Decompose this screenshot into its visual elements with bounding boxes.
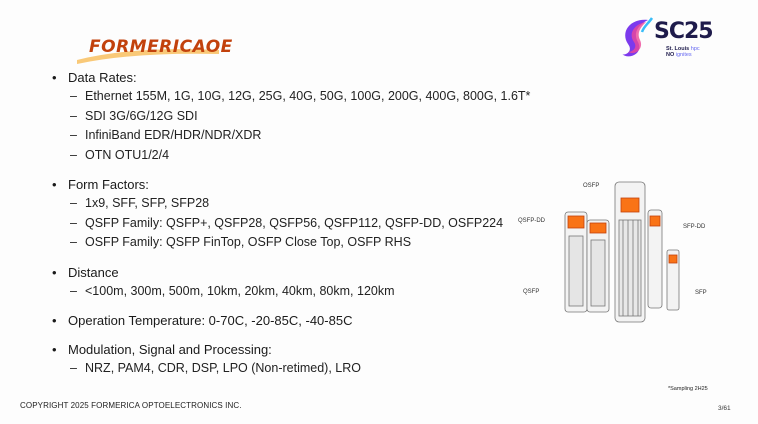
section-title: Data Rates xyxy=(68,70,134,85)
sc25-tag-no: NO xyxy=(666,52,675,58)
list-item: – InfiniBand EDR/HDR/NDR/XDR xyxy=(68,126,552,146)
logo-text: FORMERICAOE xyxy=(89,37,233,57)
label-sfp: SFP xyxy=(695,290,707,296)
list-item: – 1x9, SFF, SFP, SFP28 xyxy=(68,194,552,214)
sc25-swirl-icon xyxy=(618,14,658,60)
label-sfp-dd: SFP-DD xyxy=(683,224,706,230)
list-item: – OTN OTU1/2/4 xyxy=(68,146,552,166)
formerica-logo xyxy=(73,36,233,62)
list-item: – NRZ, PAM4, CDR, DSP, LPO (Non-retimed), LRO xyxy=(68,359,552,379)
list-item: – OSFP Family: QSFP FinTop, OSFP Close Top, OSFP RHS xyxy=(68,233,552,253)
section-title: Operation Temperature: 0-70C, -20-85C, -40-85C xyxy=(68,313,353,328)
list-item: – <100m, 300m, 500m, 10km, 20km, 40km, 80km, 120km xyxy=(68,282,552,302)
transceiver-modules-icon xyxy=(515,176,730,326)
label-osfp: OSFP xyxy=(583,183,600,189)
label-qsfp: QSFP xyxy=(523,289,540,295)
footnote: *Sampling 2H25 xyxy=(668,386,708,392)
section-distance xyxy=(52,263,552,302)
section-data-rates: • Data Rates: – Ethernet 155M, 1G, 10G, 12G, 25G, 40G, 50G, 100G, 200G, 400G, 800G, 1.6T* – SDI 3G/6G/12G SDI – InfiniBand EDR/HDR/NDR/XDR – OTN OTU1/2/4 xyxy=(52,68,552,165)
section-temperature xyxy=(52,311,552,330)
section-title: Distance xyxy=(68,264,119,280)
section-title: Form Factors: xyxy=(68,177,149,192)
page-number: 3/61 xyxy=(718,405,731,412)
transceiver-illustration xyxy=(515,176,730,326)
list-item: – QSFP Family: QSFP+, QSFP28, QSFP56, QSFP112, QSFP-DD, OSFP224 xyxy=(68,214,552,234)
section-form-factors xyxy=(52,175,552,253)
spec-list xyxy=(52,68,552,379)
sc25-tag-ignites: ignites xyxy=(675,52,692,58)
sc25-city: St. Louis xyxy=(666,46,690,52)
sc25-logo xyxy=(618,14,728,64)
sc25-tag-hpc: hpc xyxy=(690,46,700,52)
copyright: COPYRIGHT 2025 FORMERICA OPTOELECTRONICS INC. xyxy=(20,401,242,410)
list-item: – SDI 3G/6G/12G SDI xyxy=(68,107,552,127)
sc25-wordmark: SC25 xyxy=(654,19,713,44)
section-modulation xyxy=(52,340,552,379)
list-item: – Ethernet 155M, 1G, 10G, 12G, 25G, 40G, 50G, 100G, 200G, 400G, 800G, 1.6T* xyxy=(68,87,552,107)
sc25-tagline xyxy=(666,46,722,58)
label-qsfp-dd: QSFP-DD xyxy=(518,218,545,224)
section-title: Modulation, Signal and Processing: xyxy=(68,342,272,357)
